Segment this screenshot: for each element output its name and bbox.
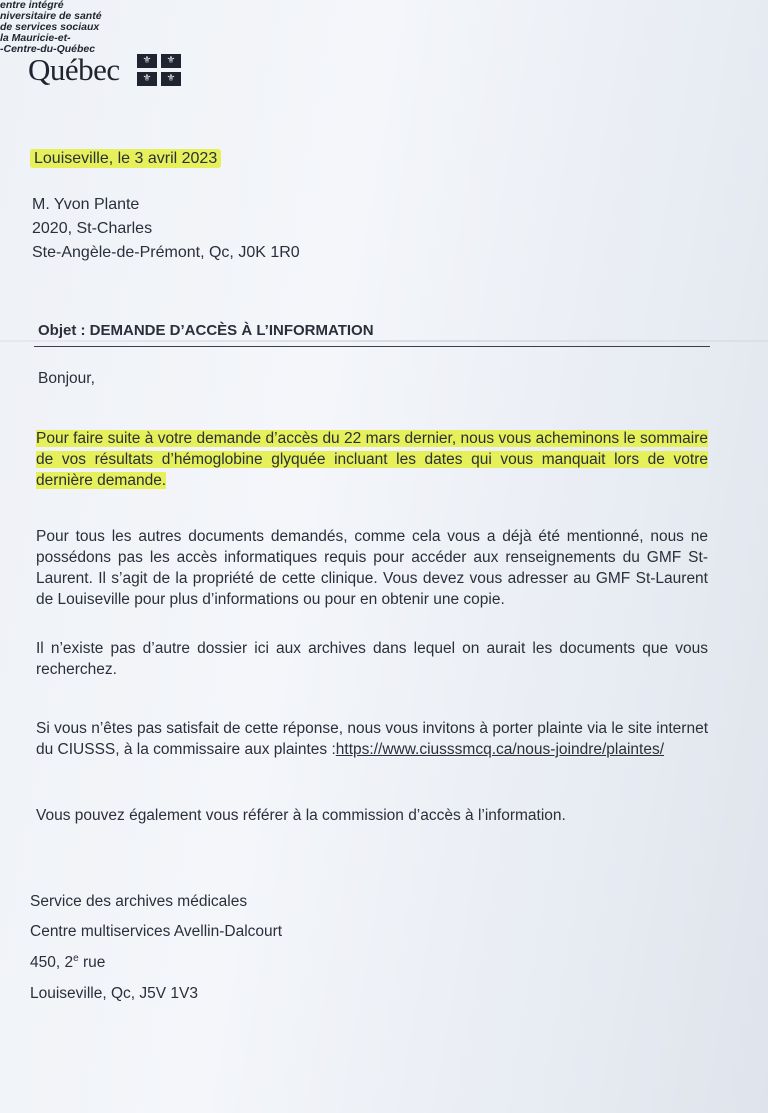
complaint-link[interactable]: https://www.ciusssmcq.ca/nous-joindre/plaintes/ xyxy=(335,741,665,758)
signature-centre: Centre multiservices Avellin-Dalcourt xyxy=(30,923,283,940)
greeting: Bonjour, xyxy=(38,370,95,387)
paragraph-complaint: Si vous n’êtes pas satisfait de cette réponse, nous vous invitons à porter plainte via le site internet du CIUSSS, à la commissaire aux plaintes :https://www.ciusssmcq.ca/nous-joindre/plaintes/ xyxy=(36,720,708,758)
signature-city: Louiseville, Qc, J5V 1V3 xyxy=(30,985,199,1002)
paragraph-highlighted: Pour faire suite à votre demande d’accès du 22 mars dernier, nous vous acheminons le sommaire de vos résultats d’hémoglobine glyquée incluant les dates qui vous manquait lors de votre dernière demande. xyxy=(36,430,708,489)
quebec-logo-text: Québec xyxy=(28,52,120,87)
recipient-street: 2020, St-Charles xyxy=(32,220,153,237)
subject-underline xyxy=(34,346,710,347)
signature-street: 450, 2e rue xyxy=(30,953,106,972)
letter-subject: Objet : DEMANDE D’ACCÈS À L’INFORMATION xyxy=(38,322,374,339)
paragraph-other-documents: Pour tous les autres documents demandés, comme cela vous a déjà été mentionné, nous ne possédons pas les accès informatiques requis pour accéder aux renseignements du GMF St-Laurent. Il s’agit de la propriété de cette clinique. Vous devez vous adresser au GMF St-Laurent de Louiseville pour plus d’informations ou pour en obtenir une copie. xyxy=(36,528,708,608)
signature-service: Service des archives médicales xyxy=(30,893,248,910)
org-line: de services sociaux xyxy=(0,21,100,33)
paragraph-commission: Vous pouvez également vous référer à la commission d’accès à l’information. xyxy=(36,807,566,824)
quebec-flag-icon: ⚜ ⚜ ⚜ ⚜ xyxy=(137,54,183,87)
recipient-name: M. Yvon Plante xyxy=(32,196,140,213)
recipient-address xyxy=(32,193,300,265)
paper-fold xyxy=(0,340,768,342)
org-line: -Centre-du-Québec xyxy=(0,43,96,55)
org-line: entre intégré xyxy=(0,0,64,11)
recipient-city: Ste-Angèle-de-Prémont, Qc, J0K 1R0 xyxy=(32,244,300,261)
letter-date: Louiseville, le 3 avril 2023 xyxy=(30,150,221,168)
paragraph-no-file: Il n’existe pas d’autre dossier ici aux archives dans lequel on aurait les documents que vous recherchez. xyxy=(36,640,708,678)
org-line: niversitaire de santé xyxy=(0,10,102,22)
org-line: la Mauricie-et- xyxy=(0,32,71,44)
organization-name xyxy=(0,0,102,55)
